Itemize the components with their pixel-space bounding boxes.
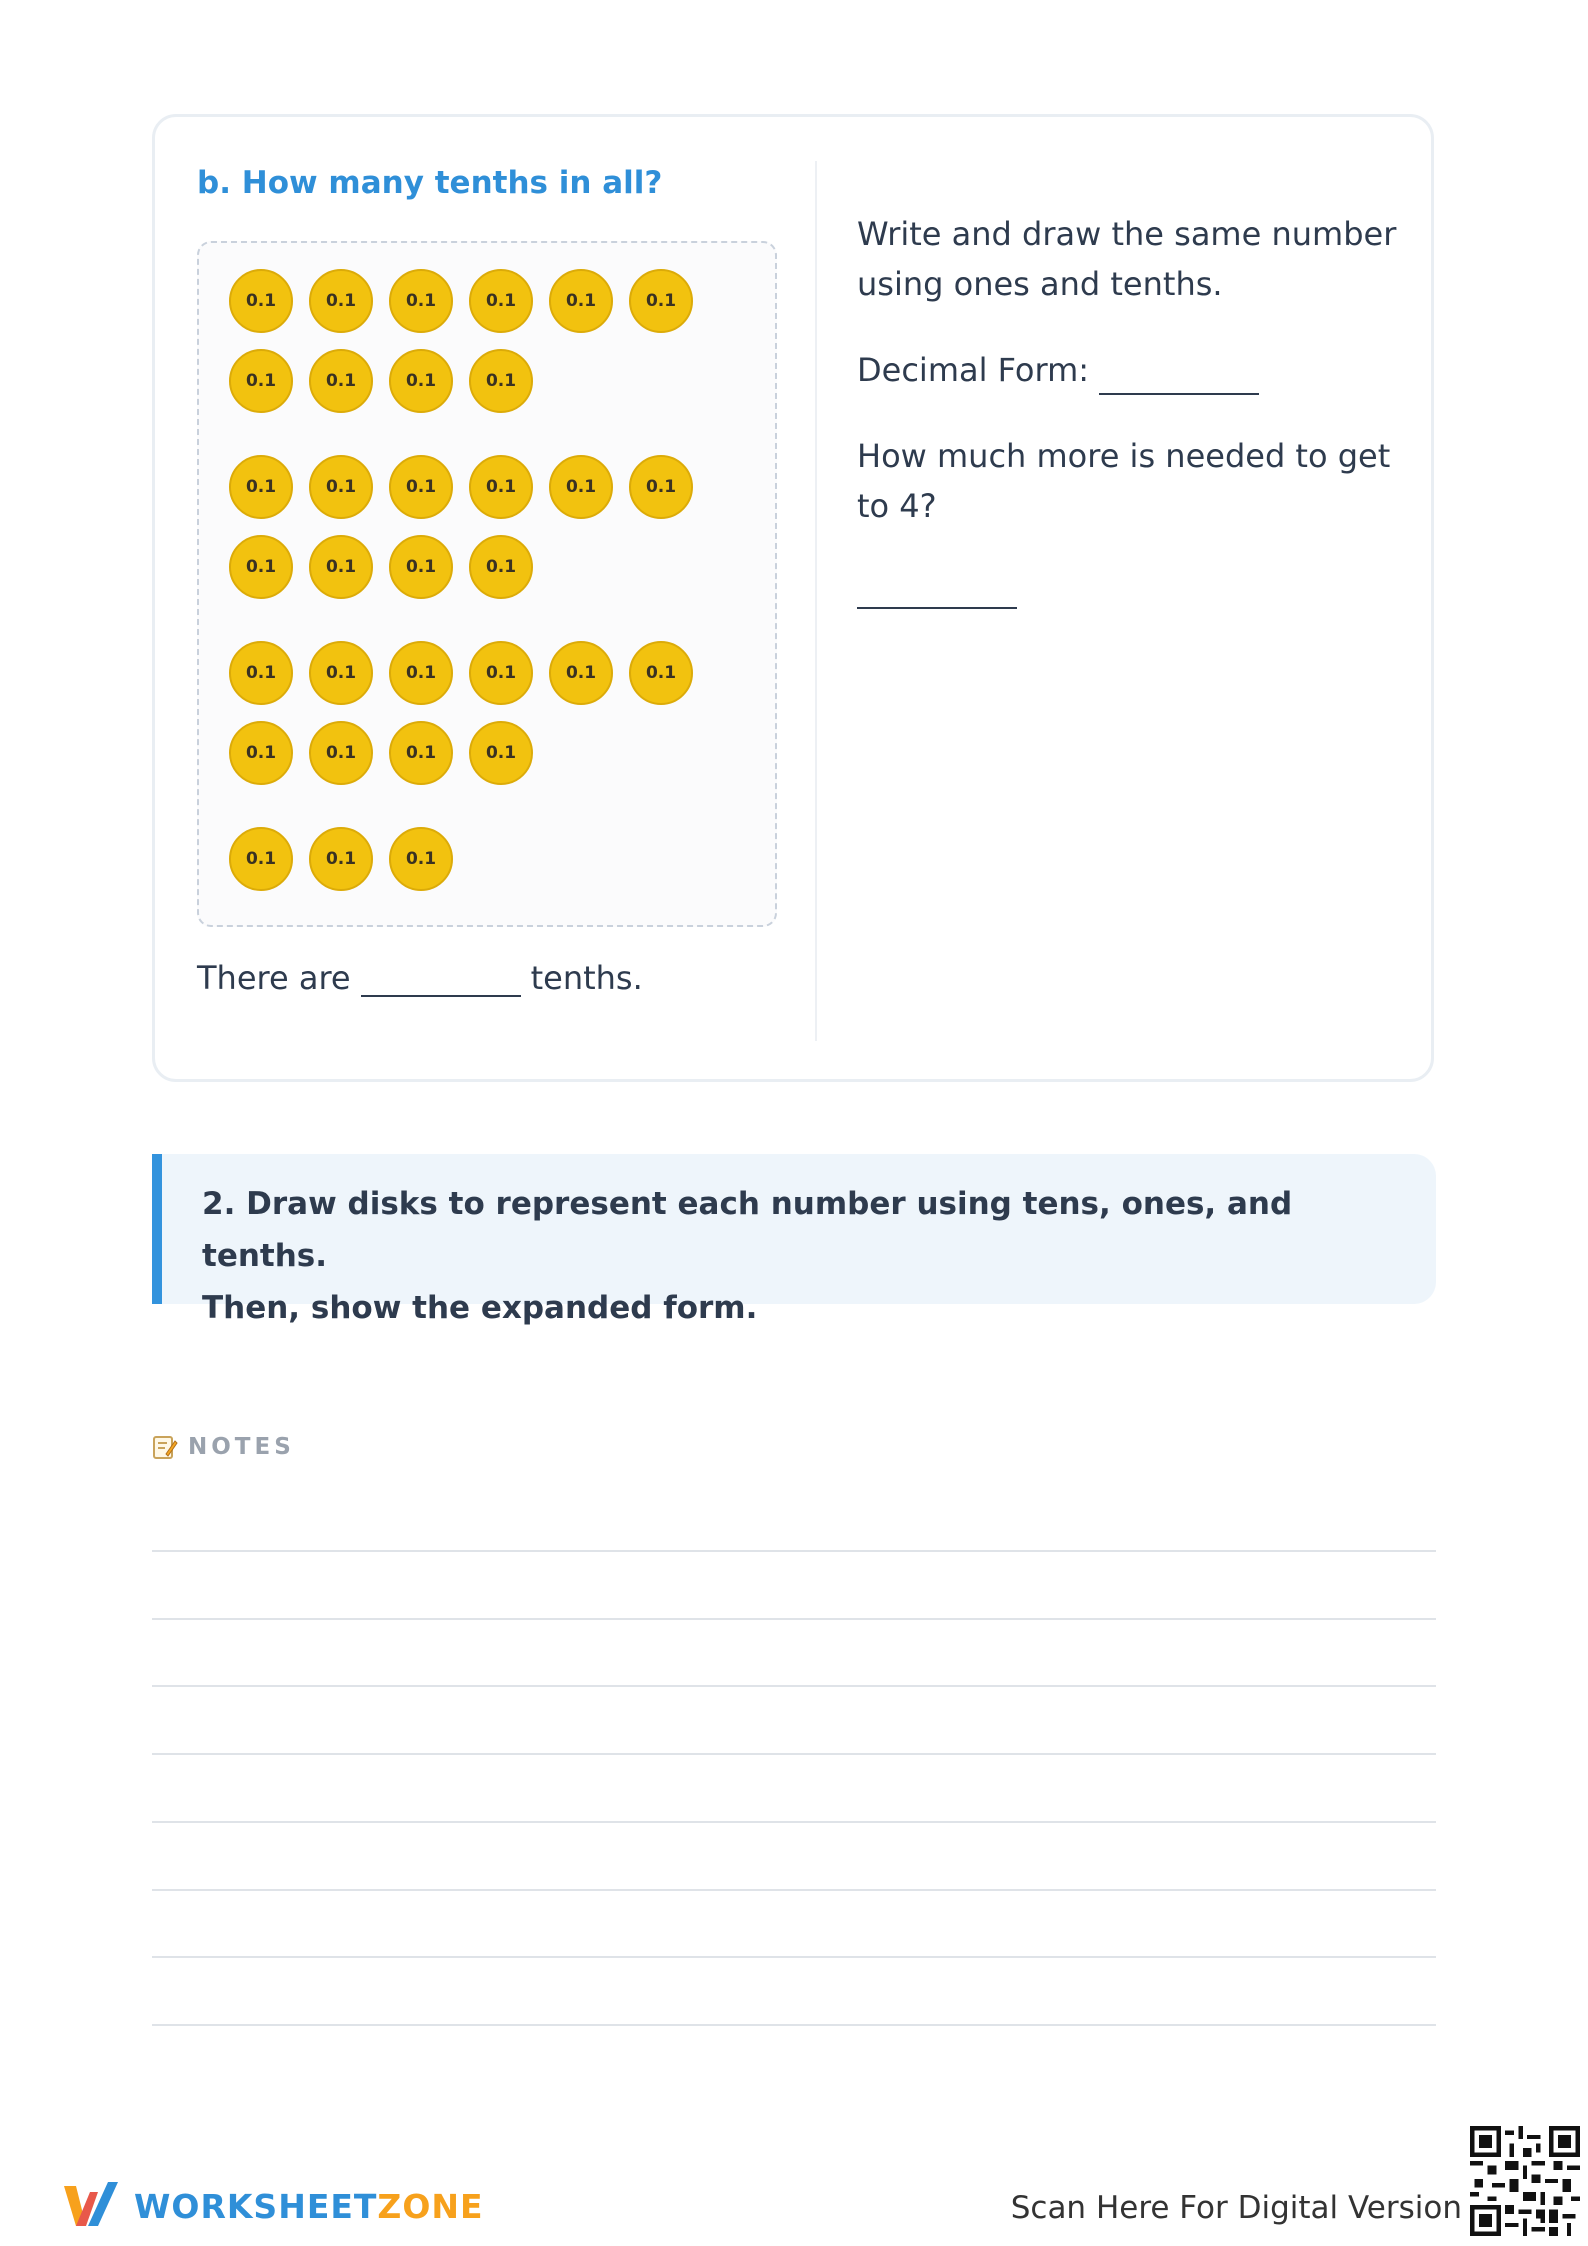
there-are-sentence: [197, 957, 643, 997]
worksheetzone-logo: [60, 2178, 484, 2234]
disk-group: [229, 455, 709, 615]
decimal-form-label: Decimal Form:: [857, 351, 1090, 389]
note-line: [152, 1618, 1436, 1620]
disk-row: [229, 827, 709, 891]
tenth-disk: 0.1: [309, 641, 373, 705]
tenth-disk: 0.1: [309, 349, 373, 413]
tenth-disk: 0.1: [629, 455, 693, 519]
tenth-disk: 0.1: [309, 535, 373, 599]
tenth-disk: 0.1: [309, 455, 373, 519]
note-line: [152, 1753, 1436, 1755]
disk-group: [229, 269, 709, 429]
column-divider: [815, 161, 817, 1041]
note-line: [152, 1821, 1436, 1823]
tenth-disk: 0.1: [389, 535, 453, 599]
write-draw-instruction: Write and draw the same number using ones and tenths.: [857, 215, 1397, 303]
question-title: b. How many tenths in all?: [197, 165, 663, 201]
tenth-disk: 0.1: [229, 641, 293, 705]
disk-row: [229, 349, 709, 413]
section-2-line-1: 2. Draw disks to represent each number using tens, ones, and tenths.: [202, 1186, 1293, 1274]
tenth-disk: 0.1: [389, 721, 453, 785]
tenth-disk: 0.1: [309, 269, 373, 333]
tenth-disk: 0.1: [229, 535, 293, 599]
tenth-disk: 0.1: [389, 455, 453, 519]
logo-text: WORKSHEETZONE: [134, 2186, 484, 2226]
exercise-card: [152, 114, 1434, 1082]
more-needed-blank[interactable]: [857, 569, 1017, 609]
section-2-banner: [152, 1154, 1436, 1326]
note-line: [152, 2024, 1436, 2026]
disk-row: [229, 269, 709, 333]
disk-row: [229, 641, 709, 705]
note-line: [152, 1956, 1436, 1958]
tenth-disk: 0.1: [389, 349, 453, 413]
memo-icon: [152, 1434, 178, 1460]
tenth-disk: 0.1: [229, 349, 293, 413]
tenth-disk: 0.1: [549, 269, 613, 333]
note-line: [152, 1550, 1436, 1552]
tenth-disk: 0.1: [229, 269, 293, 333]
tenths-answer-blank[interactable]: [361, 957, 521, 997]
tenth-disk: 0.1: [229, 827, 293, 891]
tenth-disk: 0.1: [549, 455, 613, 519]
disk-row: [229, 721, 709, 785]
tenth-disk: 0.1: [469, 641, 533, 705]
notes-label: NOTES: [188, 1434, 295, 1460]
tenth-disk: 0.1: [629, 641, 693, 705]
tenth-disk: 0.1: [549, 641, 613, 705]
note-line: [152, 1685, 1436, 1687]
tenth-disk: 0.1: [469, 721, 533, 785]
tenth-disk: 0.1: [389, 641, 453, 705]
scan-here-text: Scan Here For Digital Version: [1010, 2190, 1462, 2226]
tenth-disk: 0.1: [629, 269, 693, 333]
decimal-form-row: [857, 345, 1259, 395]
tenth-disk: 0.1: [469, 455, 533, 519]
qr-code-icon[interactable]: [1470, 2126, 1580, 2236]
tenth-disk: 0.1: [469, 349, 533, 413]
disk-row: [229, 535, 709, 599]
worksheetzone-logo-icon: [60, 2178, 120, 2234]
tenth-disk: 0.1: [229, 455, 293, 519]
notes-header: [152, 1434, 295, 1460]
there-are-prefix: There are: [197, 959, 351, 997]
tenth-disk: 0.1: [469, 535, 533, 599]
tenth-disk: 0.1: [389, 827, 453, 891]
more-needed-question: How much more is needed to get to 4?: [857, 437, 1391, 525]
tenth-disk: 0.1: [309, 721, 373, 785]
there-are-suffix: tenths.: [530, 959, 643, 997]
tenth-disk: 0.1: [469, 269, 533, 333]
disk-group: [229, 641, 709, 801]
tenth-disk: 0.1: [389, 269, 453, 333]
section-2-line-2: Then, show the expanded form.: [202, 1290, 758, 1326]
disk-row: [229, 455, 709, 519]
tenth-disk: 0.1: [309, 827, 373, 891]
tenth-disks-box: [197, 241, 777, 927]
note-line: [152, 1889, 1436, 1891]
decimal-form-blank[interactable]: [1099, 355, 1259, 395]
disk-group: [229, 827, 709, 907]
tenth-disk: 0.1: [229, 721, 293, 785]
